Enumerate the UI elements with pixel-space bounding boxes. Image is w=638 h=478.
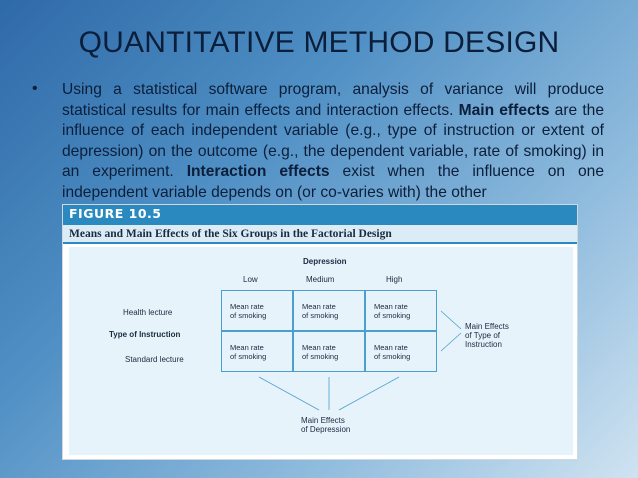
bullet-text-run: Using a statistical software program, analysis of variance will produce statistical results for main effects and interaction effects. (62, 81, 604, 119)
row-header-standard: Standard lecture (125, 355, 184, 364)
arrow-line-upper (441, 311, 461, 329)
cell-text: Mean rate of smoking (374, 302, 411, 320)
arrow-line-left (259, 377, 319, 410)
bullet-bold-term: Interaction effects (186, 163, 330, 181)
figure-caption-bar (63, 224, 577, 244)
cell-text: Mean rate of smoking (302, 302, 339, 320)
column-header-low: Low (243, 275, 258, 284)
cell-text: Mean rate of smoking (230, 302, 267, 320)
row-factor-label: Type of Instruction (109, 330, 181, 339)
cell-text: Mean rate of smoking (230, 343, 267, 361)
column-main-effects-annotation: Main Effects of Depression (301, 416, 351, 434)
figure-header (63, 205, 577, 224)
cell-text: Mean rate of smoking (374, 343, 411, 361)
figure-body (69, 247, 573, 455)
cell-text: Mean rate of smoking (302, 343, 339, 361)
column-header-medium: Medium (306, 275, 335, 284)
slide-title: QUANTITATIVE METHOD DESIGN (78, 26, 560, 59)
column-factor-label: Depression (303, 257, 347, 266)
row-main-effects-annotation: Main Effects of Type of Instruction (465, 322, 509, 349)
row-header-health: Health lecture (123, 308, 173, 317)
bullet-text (62, 80, 604, 204)
bullet-bold-term: Main effects (458, 101, 550, 119)
figure-factorial-design (62, 204, 578, 460)
bullet-text-run: exist when the influence on one independent variable depends on (or co-varies with) the other (62, 163, 604, 201)
bullet-point (32, 80, 604, 204)
arrow-line-lower (441, 333, 461, 351)
figure-caption: Means and Main Effects of the Six Groups in the Factorial Design (69, 228, 392, 240)
bullet-text-run: are the influence of each independent variable (e.g., type of instruction or extent of depression) on the outcome (e.g., the dependent variable, rate of smoking) in an experiment. (62, 101, 604, 181)
arrow-line-right (339, 377, 399, 410)
column-header-high: High (386, 275, 403, 284)
figure-number: FIGURE 10.5 (69, 206, 162, 221)
bullet-marker: • (32, 80, 38, 97)
